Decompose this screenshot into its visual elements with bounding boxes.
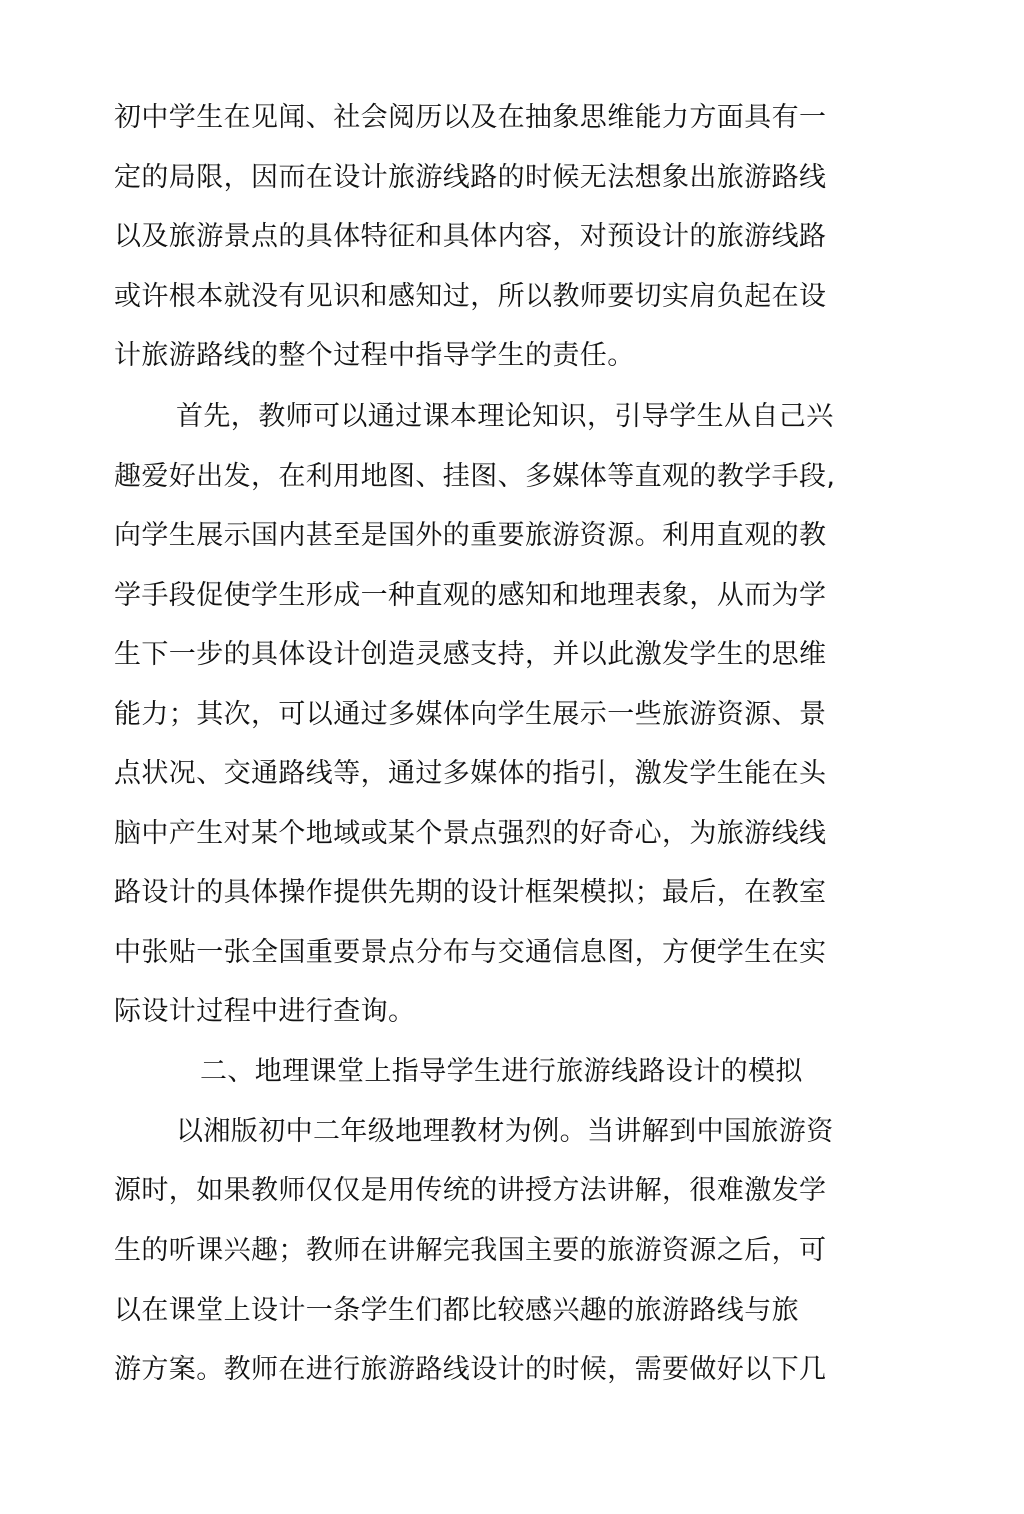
paragraph-3-line-1: 以湘版初中二年级地理教材为例。当讲解到中国旅游资 (176, 1116, 834, 1147)
paragraph-2-line-5: 生下一步的具体设计创造灵感支持，并以此激发学生的思维 (114, 639, 827, 670)
paragraph-2-line-11: 际设计过程中进行查询。 (114, 996, 416, 1027)
paragraph-2-line-2: 趣爱好出发，在利用地图、挂图、多媒体等直观的教学手段, (114, 461, 836, 492)
section-heading: 二、地理课堂上指导学生进行旅游线路设计的模拟 (200, 1056, 803, 1087)
paragraph-1-line-4: 或许根本就没有见识和感知过，所以教师要切实肩负起在设 (114, 281, 827, 312)
paragraph-1-line-2: 定的局限，因而在设计旅游线路的时候无法想象出旅游路线 (114, 162, 827, 193)
paragraph-1-line-1: 初中学生在见闻、社会阅历以及在抽象思维能力方面具有一 (114, 102, 827, 133)
paragraph-2-line-7: 点状况、交通路线等，通过多媒体的指引，激发学生能在头 (114, 758, 827, 789)
paragraph-3-line-4: 以在课堂上设计一条学生们都比较感兴趣的旅游路线与旅 (114, 1295, 799, 1326)
paragraph-3-line-5: 游方案。教师在进行旅游路线设计的时候，需要做好以下几 (114, 1354, 827, 1385)
paragraph-2-line-10: 中张贴一张全国重要景点分布与交通信息图，方便学生在实 (114, 937, 827, 968)
paragraph-1-line-5: 计旅游路线的整个过程中指导学生的责任。 (114, 340, 635, 371)
paragraph-2-line-4: 学手段促使学生形成一种直观的感知和地理表象，从而为学 (114, 580, 827, 611)
paragraph-2-line-6: 能力；其次，可以通过多媒体向学生展示一些旅游资源、景 (114, 699, 827, 730)
paragraph-2-line-1: 首先，教师可以通过课本理论知识，引导学生从自己兴 (176, 401, 834, 432)
paragraph-2-line-9: 路设计的具体操作提供先期的设计框架模拟；最后，在教室 (114, 877, 827, 908)
paragraph-3-line-3: 生的听课兴趣；教师在讲解完我国主要的旅游资源之后，可 (114, 1235, 827, 1266)
paragraph-2-line-8: 脑中产生对某个地域或某个景点强烈的好奇心，为旅游线线 (114, 818, 827, 849)
paragraph-1-line-3: 以及旅游景点的具体特征和具体内容，对预设计的旅游线路 (114, 221, 827, 252)
paragraph-3-line-2: 源时，如果教师仅仅是用传统的讲授方法讲解，很难激发学 (114, 1175, 827, 1206)
paragraph-2-line-3: 向学生展示国内甚至是国外的重要旅游资源。利用直观的教 (114, 520, 827, 551)
